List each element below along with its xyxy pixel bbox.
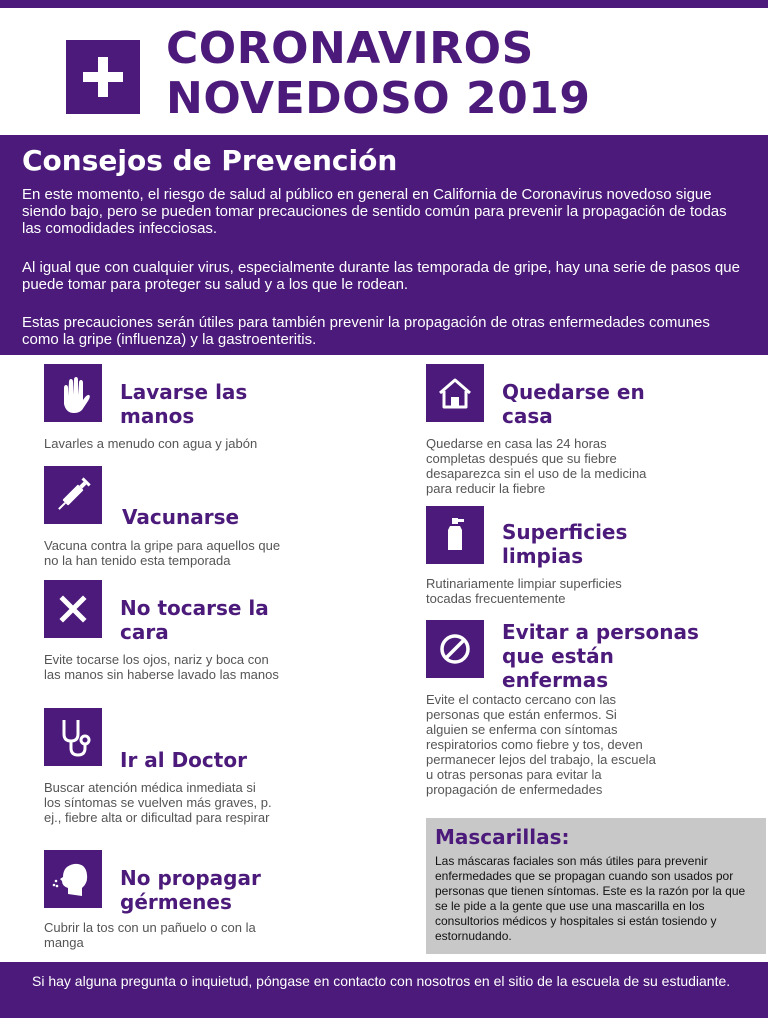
tip-description: Buscar atención médica inmediata si los síntomas se vuelven más graves, p. ej., fiebre alta or dificultad para respirar <box>44 780 272 825</box>
stethoscope-icon <box>44 708 102 766</box>
tip-description: Lavarles a menudo con agua y jabón <box>44 436 258 451</box>
prohibited-icon <box>426 620 484 678</box>
house-icon <box>426 364 484 422</box>
tip-description: Evite el contacto cercano con las personas que están enfermos. Si alguien se enferma con síntomas respiratorios como fiebre y tos, deven permanecer lejos del trabajo, la escuela u otras personas para evitar la propagación de enfermedades <box>426 692 656 797</box>
page-title <box>166 24 590 124</box>
tip-title: No tocarse la cara <box>120 596 269 644</box>
hand-icon <box>44 364 102 422</box>
tip-title: Ir al Doctor <box>120 748 247 772</box>
title-line-1: CORONAVIROS <box>166 23 534 74</box>
tip-title: No propagar gérmenes <box>120 866 261 914</box>
footer-contact <box>0 962 768 1018</box>
prevention-intro <box>0 135 768 355</box>
syringe-icon <box>44 466 102 524</box>
tip-description: Evite tocarse los ojos, nariz y boca con las manos sin haberse lavado las manos <box>44 652 279 682</box>
tip-description: Rutinariamente limpiar superficies tocadas frecuentemente <box>426 576 622 606</box>
tip-title: Quedarse en casa <box>502 380 645 428</box>
tip-title: Vacunarse <box>122 505 240 529</box>
intro-paragraph-2: Al igual que con cualquier virus, especialmente durante las temporada de gripe, hay una serie de pasos que puede tomar para proteger su salud y a los que le rodean. <box>22 259 740 293</box>
intro-paragraph-3: Estas precauciones serán útiles para también prevenir la propagación de otras enfermedades comunes como la gripe (influenza) y la gastroenteritis. <box>22 314 710 348</box>
tip-description: Vacuna contra la gripe para aquellos que no la han tenido esta temporada <box>44 538 281 568</box>
title-line-2: NOVEDOSO 2019 <box>166 73 591 124</box>
spray-bottle-icon <box>426 506 484 564</box>
tip-description: Cubrir la tos con un pañuelo o con la manga <box>44 920 256 950</box>
tip-description: Quedarse en casa las 24 horas completas después que su fiebre desaparezca sin el uso de la medicina para reducir la fiebre <box>426 436 647 496</box>
masks-text: Las máscaras faciales son más útiles para prevenir enfermedades que se propagan cuando son usados por personas que tienen síntomas. Este es la razón por la que se le pide a la gente que use una mascarilla en los consultorios médicos y hospitales si están tosiendo y estornudando. <box>435 854 746 943</box>
intro-heading: Consejos de Prevención <box>22 144 398 177</box>
medical-cross-icon <box>66 40 140 114</box>
tip-title: Superficies limpias <box>502 520 628 568</box>
masks-heading: Mascarillas: <box>435 825 570 849</box>
masks-info-box <box>426 818 766 954</box>
top-accent-bar <box>0 0 768 8</box>
x-icon <box>44 580 102 638</box>
intro-paragraph-1: En este momento, el riesgo de salud al público en general en California de Coronavirus novedoso sigue siendo bajo, pero se pueden tomar precauciones de sentido común para prevenir la propagación de todas las comodidades infecciosas. <box>22 186 727 237</box>
tip-title: Evitar a personas que están enfermas <box>502 620 699 692</box>
sneeze-icon <box>44 850 102 908</box>
footer-text: Si hay alguna pregunta o inquietud, póngase en contacto con nosotros en el sitio de la escuela de su estudiante. <box>32 973 731 989</box>
bottom-margin <box>0 1018 768 1024</box>
tip-title: Lavarse las manos <box>120 380 248 428</box>
